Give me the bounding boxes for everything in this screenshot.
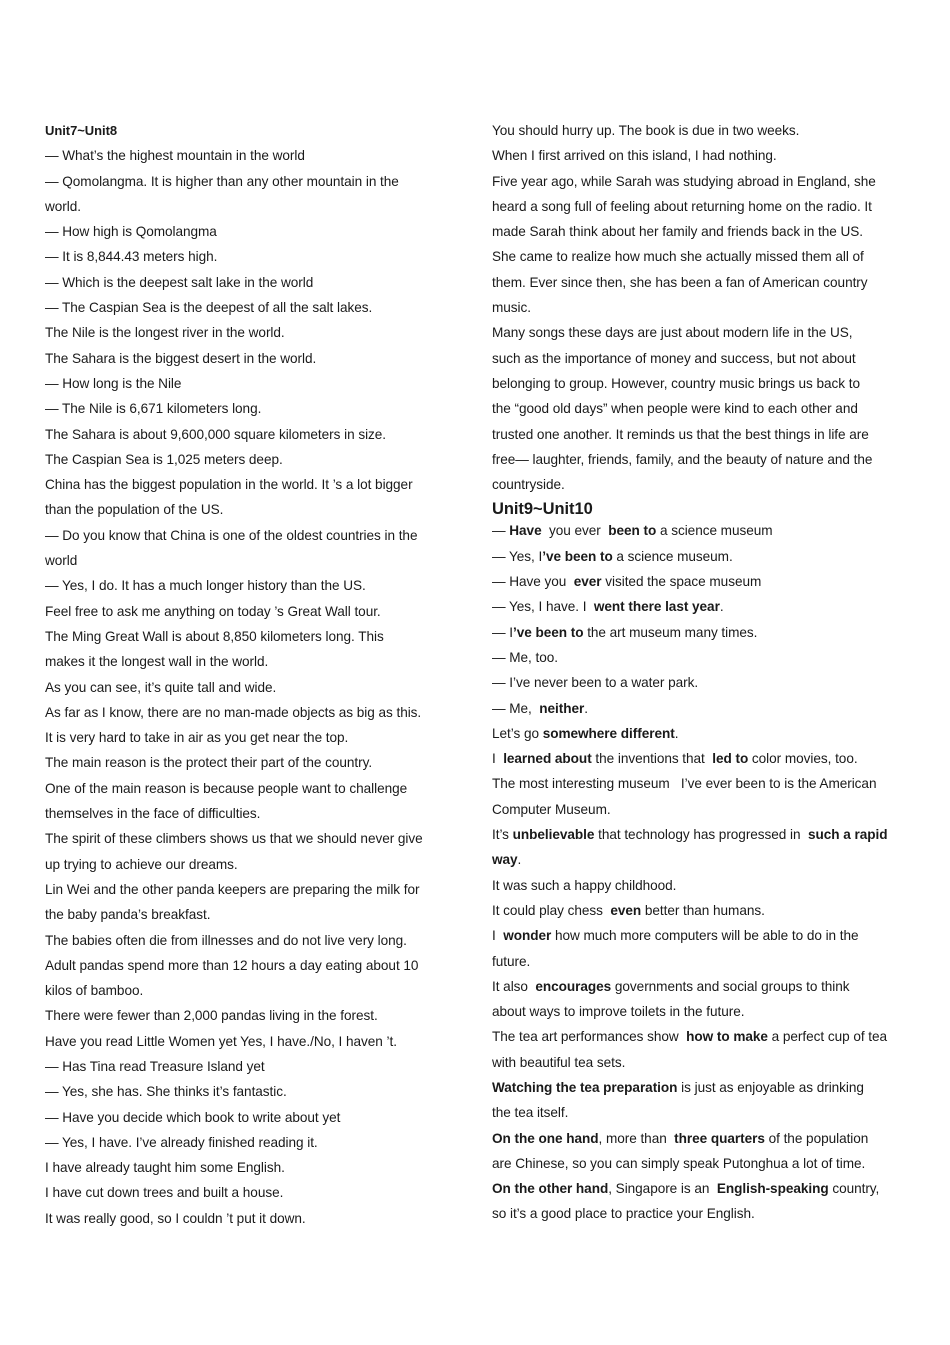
text-line: I have cut down trees and built a house. (45, 1185, 284, 1201)
text-line (492, 701, 912, 726)
bold-phrase: neither (539, 700, 585, 716)
text-segment: It also (492, 978, 536, 994)
text-segment: It could play chess (492, 902, 611, 918)
text-segment: It was such a happy childhood. (492, 877, 677, 893)
bold-phrase: ’ve been to (513, 624, 584, 640)
text-segment: The tea art performances show (492, 1029, 687, 1045)
text-line (492, 1131, 912, 1156)
bold-phrase: such a rapid (807, 827, 888, 843)
text-segment: country, (828, 1181, 880, 1197)
text-segment: Let’s go (492, 725, 543, 741)
text-line (492, 903, 912, 928)
text-segment: — Yes, I have. I (492, 599, 594, 615)
text-line: up trying to achieve our dreams. (45, 856, 238, 872)
text-line: Adult pandas spend more than 12 hours a day eating about 10 (45, 957, 419, 973)
text-segment: better than humans. (641, 902, 765, 918)
text-segment: about ways to improve toilets in the future. (492, 1004, 745, 1020)
text-line: The spirit of these climbers shows us that we should never give (45, 831, 423, 847)
text-segment: The most interesting museum I’ve ever been to is the American (492, 776, 877, 792)
text-line: — How high is Qomolangma (45, 224, 217, 240)
bold-phrase: way (492, 852, 518, 868)
text-line: — How long is the Nile (45, 375, 182, 391)
text-segment: . (674, 725, 679, 741)
text-line: There were fewer than 2,000 pandas living in the forest. (45, 1008, 378, 1024)
bold-phrase: Have (509, 523, 542, 539)
text-line (492, 1004, 912, 1029)
text-line: music. (492, 300, 531, 316)
text-segment: , more than (598, 1130, 675, 1146)
bold-phrase: somewhere different (542, 725, 675, 741)
text-line (492, 1206, 912, 1231)
text-segment: color movies, too. (748, 751, 858, 767)
text-line: One of the main reason is because people want to challenge (45, 780, 408, 796)
bold-phrase: ’ve been to (542, 548, 613, 564)
text-line: — Yes, I do. It has a much longer history than the US. (45, 578, 366, 594)
text-segment: a perfect cup of tea (767, 1029, 888, 1045)
left-text-lines (45, 148, 455, 1236)
text-line (492, 751, 912, 776)
text-line: world (45, 553, 78, 569)
text-line: Five year ago, while Sarah was studying abroad in England, she (492, 173, 876, 189)
text-segment: are Chinese, so you can simply speak Putonghua a lot of time. (492, 1155, 866, 1171)
text-line (492, 827, 912, 852)
bold-phrase: wonder (503, 928, 552, 944)
text-line: — The Nile is 6,671 kilometers long. (45, 401, 262, 417)
text-line (492, 852, 912, 877)
text-line: — Qomolangma. It is higher than any other mountain in the (45, 173, 399, 189)
text-segment: . (517, 852, 522, 868)
text-line: them. Ever since then, she has been a fan of American country (492, 274, 868, 290)
bold-phrase: three quarters (674, 1130, 765, 1146)
text-line (492, 1181, 912, 1206)
text-segment: you ever (541, 523, 609, 539)
text-segment: — Me, (492, 700, 540, 716)
text-line (492, 523, 912, 548)
text-segment: It’s (492, 827, 513, 843)
text-line (492, 675, 912, 700)
text-line: The babies often die from illnesses and do not live very long. (45, 932, 407, 948)
text-segment: I (492, 751, 504, 767)
text-line (492, 625, 912, 650)
text-line: The main reason is the protect their part of the country. (45, 755, 373, 771)
text-line: countryside. (492, 477, 565, 493)
text-segment: — I (492, 624, 513, 640)
text-line (492, 878, 912, 903)
text-line: — Do you know that China is one of the oldest countries in the (45, 527, 418, 543)
text-line (492, 928, 912, 953)
text-line: The Sahara is about 9,600,000 square kilometers in size. (45, 426, 387, 442)
bold-phrase: learned about (503, 751, 592, 767)
right-text-lines-rich (492, 523, 912, 1231)
bold-phrase: even (610, 902, 642, 918)
text-segment: I (492, 928, 504, 944)
text-line: free— laughter, friends, family, and the beauty of nature and the (492, 451, 873, 467)
text-segment: — (492, 523, 510, 539)
text-line: the baby panda’s breakfast. (45, 907, 211, 923)
text-line: China has the biggest population in the world. It ’s a lot bigger (45, 477, 413, 493)
text-line: world. (45, 198, 81, 214)
text-line: Lin Wei and the other panda keepers are preparing the milk for (45, 881, 420, 897)
text-segment: a science museum (656, 523, 773, 539)
bold-phrase: Watching the tea preparation (492, 1079, 678, 1095)
text-segment: — I’ve never been to a water park. (492, 675, 699, 691)
text-line: As far as I know, there are no man-made objects as big as this. (45, 704, 422, 720)
text-segment: a science museum. (612, 548, 733, 564)
text-line: such as the importance of money and success, but not about (492, 350, 856, 366)
text-line: The Ming Great Wall is about 8,850 kilometers long. This (45, 628, 384, 644)
left-column (45, 123, 455, 1236)
text-line: — Which is the deepest salt lake in the world (45, 274, 314, 290)
text-segment: — Have you (492, 574, 574, 590)
text-line (492, 650, 912, 675)
bold-phrase: English-speaking (716, 1181, 829, 1197)
text-line (492, 1105, 912, 1130)
text-line: — It is 8,844.43 meters high. (45, 249, 218, 265)
section-heading-unit9-10: Unit9~Unit10 (492, 500, 593, 519)
text-line: You should hurry up. The book is due in two weeks. (492, 123, 800, 138)
text-line (492, 549, 912, 574)
bold-phrase: led to (712, 751, 749, 767)
text-line: She came to realize how much she actually missed them all of (492, 249, 864, 265)
text-line (492, 726, 912, 751)
text-line (492, 1029, 912, 1054)
text-line (492, 979, 912, 1004)
text-segment: so it’s a good place to practice your English. (492, 1206, 755, 1222)
text-line: — Yes, I have. I’ve already finished reading it. (45, 1134, 318, 1150)
text-line: Many songs these days are just about modern life in the US, (492, 325, 853, 341)
text-segment: , Singapore is an (608, 1181, 717, 1197)
bold-phrase: ever (573, 574, 602, 590)
right-column (492, 123, 912, 1232)
text-segment: . (584, 700, 588, 716)
text-line: When I first arrived on this island, I had nothing. (492, 148, 777, 164)
bold-phrase: On the one hand (492, 1130, 599, 1146)
text-line: kilos of bamboo. (45, 983, 144, 999)
bold-phrase: unbelievable (512, 827, 595, 843)
bold-phrase: encourages (535, 978, 612, 994)
text-line: themselves in the face of difficulties. (45, 806, 261, 822)
text-line (492, 776, 912, 801)
text-segment: with beautiful tea sets. (492, 1054, 626, 1070)
text-line: the “good old days” when people were kind to each other and (492, 401, 858, 417)
text-line: — Has Tina read Treasure Island yet (45, 1058, 265, 1074)
text-segment: — Yes, I (492, 548, 543, 564)
text-line: I have already taught him some English. (45, 1160, 285, 1176)
right-text-lines-top (492, 123, 912, 502)
text-line: — What’s the highest mountain in the world (45, 148, 305, 164)
text-segment: of the population (764, 1130, 869, 1146)
text-segment: future. (492, 953, 531, 969)
text-line: than the population of the US. (45, 502, 224, 518)
text-line: — Have you decide which book to write about yet (45, 1109, 341, 1125)
text-line: As you can see, it’s quite tall and wide. (45, 679, 277, 695)
text-segment: the inventions that (591, 751, 713, 767)
text-segment: the art museum many times. (583, 624, 758, 640)
bold-phrase: been to (608, 523, 657, 539)
text-segment: — Me, too. (492, 649, 558, 665)
text-line (492, 574, 912, 599)
text-line: The Nile is the longest river in the world. (45, 325, 285, 341)
text-segment: Computer Museum. (492, 801, 611, 817)
text-line: It was really good, so I couldn ’t put it down. (45, 1210, 306, 1226)
text-line: made Sarah think about her family and friends back in the US. (492, 224, 863, 240)
text-line (492, 1055, 912, 1080)
text-segment: that technology has progressed in (594, 827, 808, 843)
text-segment: how much more computers will be able to do in the (551, 928, 859, 944)
text-line (492, 954, 912, 979)
text-line: belonging to group. However, country music brings us back to (492, 375, 861, 391)
text-segment: governments and social groups to think (611, 978, 850, 994)
text-line: — The Caspian Sea is the deepest of all the salt lakes. (45, 300, 373, 316)
bold-phrase: On the other hand (492, 1181, 609, 1197)
text-line (492, 1080, 912, 1105)
text-line: The Sahara is the biggest desert in the world. (45, 350, 317, 366)
text-segment: visited the space museum (601, 574, 762, 590)
bold-phrase: how to make (686, 1029, 768, 1045)
text-line (492, 1156, 912, 1181)
text-line: The Caspian Sea is 1,025 meters deep. (45, 451, 283, 467)
text-segment: is just as enjoyable as drinking (677, 1079, 864, 1095)
text-line (492, 599, 912, 624)
text-line: makes it the longest wall in the world. (45, 654, 269, 670)
text-line: Have you read Little Women yet Yes, I have./No, I haven ’t. (45, 1033, 397, 1049)
text-line: Feel free to ask me anything on today ’s Great Wall tour. (45, 603, 381, 619)
text-line (492, 802, 912, 827)
text-line: heard a song full of feeling about returning home on the radio. It (492, 198, 872, 214)
text-segment: the tea itself. (492, 1105, 569, 1121)
bold-phrase: went there last year (593, 599, 720, 615)
text-line: — Yes, she has. She thinks it’s fantastic. (45, 1084, 287, 1100)
text-segment: . (719, 599, 724, 615)
text-line: trusted one another. It reminds us that the best things in life are (492, 426, 869, 442)
text-line: It is very hard to take in air as you get near the top. (45, 730, 349, 746)
section-heading-unit7-8: Unit7~Unit8 (45, 123, 118, 138)
